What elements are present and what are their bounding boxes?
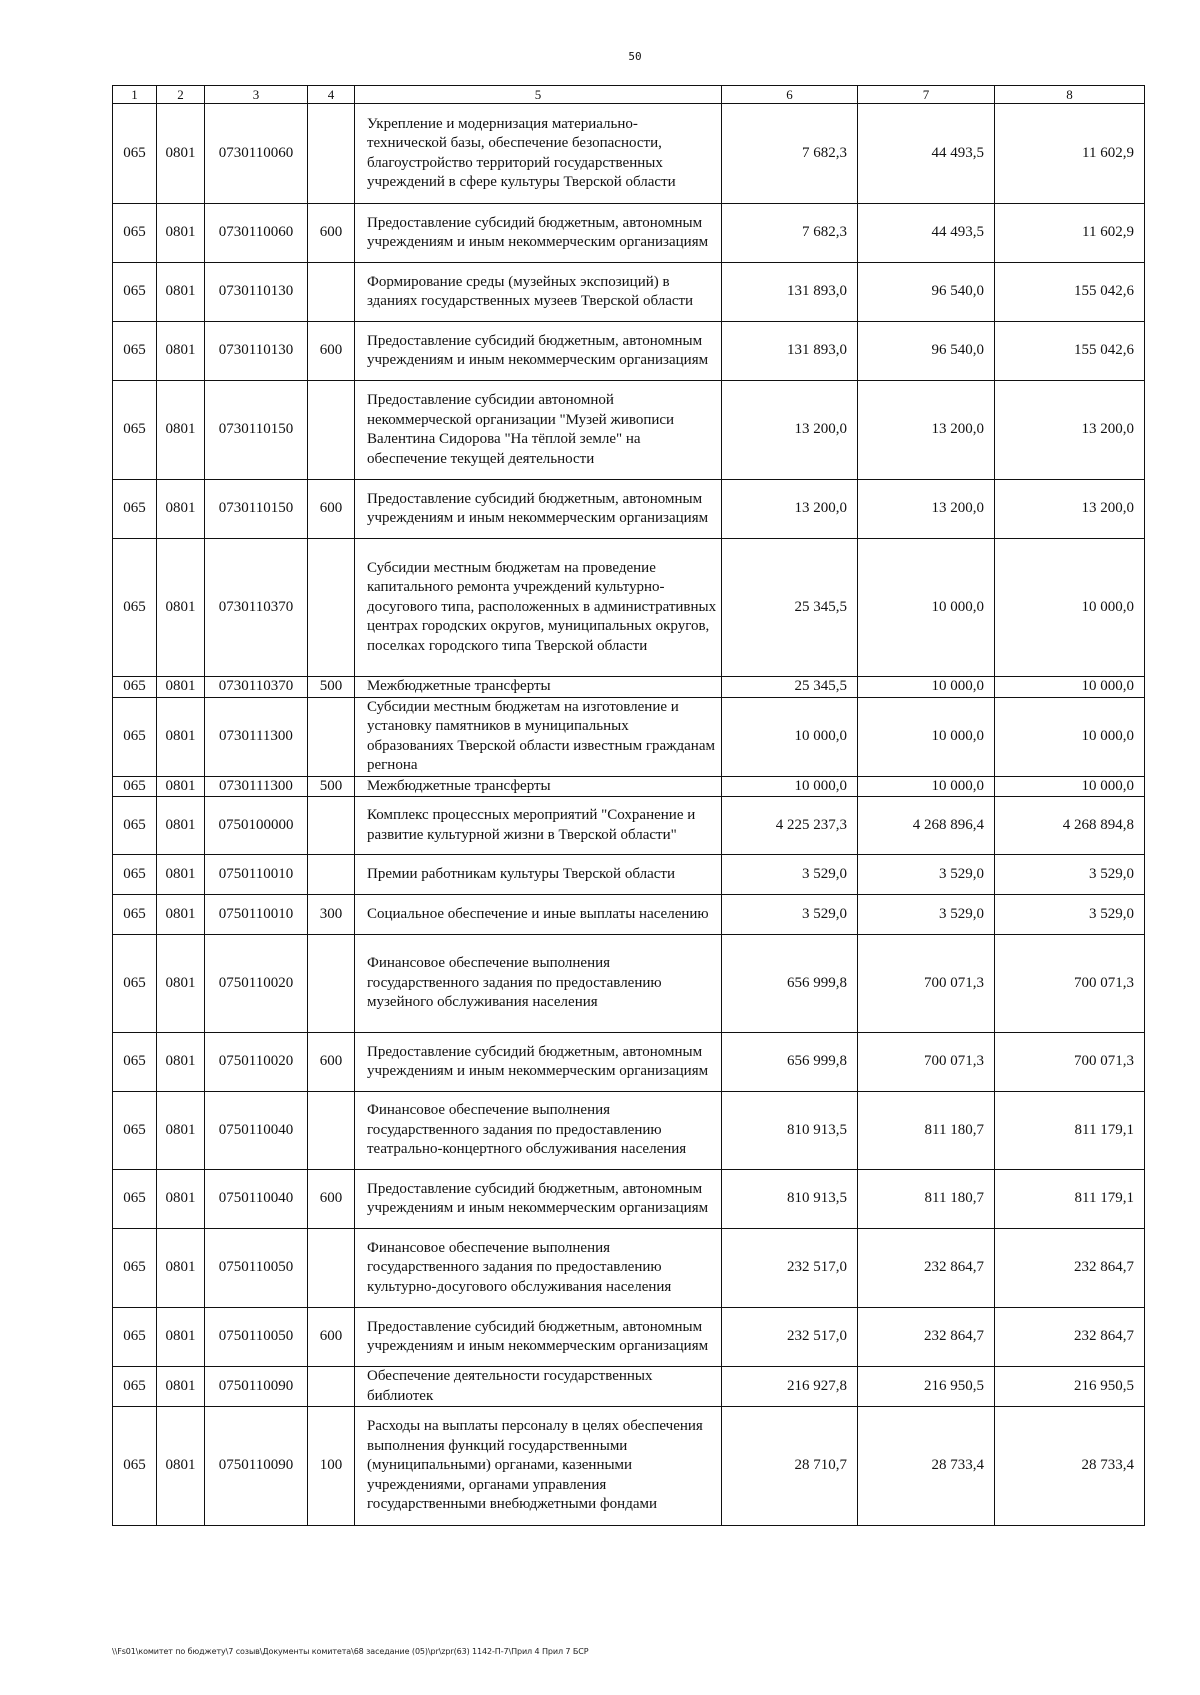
table-row (113, 895, 1145, 935)
cell-amount-col8: 3 529,0 (995, 855, 1145, 895)
cell-target-article: 0730110060 (205, 204, 308, 263)
cell-amount-col7: 811 180,7 (858, 1092, 995, 1170)
cell-description: Финансовое обеспечение выполнения государственного задания по предоставлению музейного обслуживания населения (355, 935, 722, 1033)
cell-description: Предоставление субсидий бюджетным, автономным учреждениям и иным некоммерческим организациям (355, 322, 722, 381)
cell-admin-code: 065 (113, 797, 157, 855)
cell-admin-code: 065 (113, 381, 157, 480)
cell-amount-col7: 4 268 896,4 (858, 797, 995, 855)
cell-amount-col6: 7 682,3 (722, 104, 858, 204)
cell-admin-code: 065 (113, 855, 157, 895)
cell-expense-type: 500 (308, 776, 355, 797)
cell-amount-col7: 700 071,3 (858, 935, 995, 1033)
column-header: 8 (995, 86, 1145, 104)
cell-amount-col7: 28 733,4 (858, 1407, 995, 1526)
cell-expense-type: 600 (308, 1308, 355, 1367)
cell-section: 0801 (157, 1308, 205, 1367)
cell-expense-type: 600 (308, 480, 355, 539)
cell-amount-col7: 811 180,7 (858, 1170, 995, 1229)
cell-amount-col8: 232 864,7 (995, 1308, 1145, 1367)
cell-description: Формирование среды (музейных экспозиций) в зданиях государственных музеев Тверской области (355, 263, 722, 322)
cell-expense-type: 100 (308, 1407, 355, 1526)
cell-amount-col8: 11 602,9 (995, 104, 1145, 204)
cell-amount-col6: 3 529,0 (722, 895, 858, 935)
cell-amount-col7: 3 529,0 (858, 855, 995, 895)
cell-target-article: 0730110130 (205, 322, 308, 381)
cell-amount-col8: 155 042,6 (995, 263, 1145, 322)
cell-expense-type: 600 (308, 322, 355, 381)
cell-admin-code: 065 (113, 322, 157, 381)
cell-section: 0801 (157, 1367, 205, 1407)
cell-expense-type (308, 1092, 355, 1170)
cell-amount-col6: 13 200,0 (722, 480, 858, 539)
table-row (113, 1308, 1145, 1367)
cell-amount-col8: 811 179,1 (995, 1092, 1145, 1170)
cell-target-article: 0750110020 (205, 935, 308, 1033)
cell-section: 0801 (157, 204, 205, 263)
cell-amount-col8: 811 179,1 (995, 1170, 1145, 1229)
table-row (113, 935, 1145, 1033)
cell-section: 0801 (157, 322, 205, 381)
cell-section: 0801 (157, 1229, 205, 1308)
cell-expense-type: 300 (308, 895, 355, 935)
table-row (113, 1229, 1145, 1308)
cell-amount-col6: 3 529,0 (722, 855, 858, 895)
cell-section: 0801 (157, 895, 205, 935)
cell-section: 0801 (157, 677, 205, 698)
cell-amount-col7: 216 950,5 (858, 1367, 995, 1407)
cell-target-article: 0750110040 (205, 1170, 308, 1229)
cell-target-article: 0750110010 (205, 895, 308, 935)
cell-amount-col7: 44 493,5 (858, 104, 995, 204)
cell-amount-col8: 10 000,0 (995, 539, 1145, 677)
cell-amount-col6: 216 927,8 (722, 1367, 858, 1407)
cell-amount-col6: 232 517,0 (722, 1229, 858, 1308)
cell-target-article: 0750110050 (205, 1308, 308, 1367)
cell-amount-col7: 10 000,0 (858, 776, 995, 797)
cell-amount-col8: 700 071,3 (995, 935, 1145, 1033)
cell-amount-col8: 13 200,0 (995, 480, 1145, 539)
page-number: 50 (628, 50, 642, 63)
cell-target-article: 0750110010 (205, 855, 308, 895)
cell-admin-code: 065 (113, 204, 157, 263)
cell-admin-code: 065 (113, 1170, 157, 1229)
cell-description: Предоставление субсидии автономной некоммерческой организации "Музей живописи Валентина Сидорова "На тёплой земле" на обеспечение текущей деятельности (355, 381, 722, 480)
cell-section: 0801 (157, 855, 205, 895)
cell-target-article: 0750110090 (205, 1367, 308, 1407)
table-row (113, 1407, 1145, 1526)
column-header: 1 (113, 86, 157, 104)
cell-amount-col6: 28 710,7 (722, 1407, 858, 1526)
cell-admin-code: 065 (113, 935, 157, 1033)
cell-expense-type (308, 263, 355, 322)
cell-expense-type (308, 935, 355, 1033)
cell-admin-code: 065 (113, 677, 157, 698)
cell-section: 0801 (157, 480, 205, 539)
cell-amount-col6: 7 682,3 (722, 204, 858, 263)
cell-admin-code: 065 (113, 1308, 157, 1367)
cell-amount-col8: 28 733,4 (995, 1407, 1145, 1526)
header-row (113, 86, 1145, 104)
column-header: 7 (858, 86, 995, 104)
column-header: 4 (308, 86, 355, 104)
cell-amount-col6: 131 893,0 (722, 263, 858, 322)
table-row (113, 381, 1145, 480)
cell-target-article: 0750110050 (205, 1229, 308, 1308)
cell-amount-col7: 232 864,7 (858, 1308, 995, 1367)
cell-target-article: 0750110040 (205, 1092, 308, 1170)
cell-amount-col6: 232 517,0 (722, 1308, 858, 1367)
cell-amount-col6: 4 225 237,3 (722, 797, 858, 855)
cell-description: Премии работникам культуры Тверской области (355, 855, 722, 895)
cell-admin-code: 065 (113, 1367, 157, 1407)
cell-admin-code: 065 (113, 1407, 157, 1526)
table-row (113, 1033, 1145, 1092)
cell-amount-col7: 13 200,0 (858, 381, 995, 480)
cell-amount-col6: 13 200,0 (722, 381, 858, 480)
cell-expense-type: 600 (308, 1033, 355, 1092)
cell-amount-col6: 10 000,0 (722, 776, 858, 797)
table-row (113, 855, 1145, 895)
cell-amount-col7: 232 864,7 (858, 1229, 995, 1308)
cell-description: Предоставление субсидий бюджетным, автономным учреждениям и иным некоммерческим организациям (355, 204, 722, 263)
cell-expense-type: 600 (308, 1170, 355, 1229)
cell-section: 0801 (157, 1033, 205, 1092)
cell-section: 0801 (157, 104, 205, 204)
cell-amount-col8: 3 529,0 (995, 895, 1145, 935)
cell-expense-type (308, 104, 355, 204)
table-row (113, 1170, 1145, 1229)
cell-admin-code: 065 (113, 104, 157, 204)
cell-amount-col6: 25 345,5 (722, 677, 858, 698)
cell-amount-col6: 25 345,5 (722, 539, 858, 677)
cell-target-article: 0730110150 (205, 381, 308, 480)
cell-amount-col8: 11 602,9 (995, 204, 1145, 263)
cell-section: 0801 (157, 1407, 205, 1526)
cell-expense-type (308, 381, 355, 480)
cell-amount-col8: 4 268 894,8 (995, 797, 1145, 855)
cell-expense-type (308, 855, 355, 895)
cell-amount-col7: 10 000,0 (858, 677, 995, 698)
cell-amount-col7: 96 540,0 (858, 263, 995, 322)
cell-section: 0801 (157, 935, 205, 1033)
table-row (113, 1092, 1145, 1170)
cell-amount-col8: 700 071,3 (995, 1033, 1145, 1092)
cell-target-article: 0730110150 (205, 480, 308, 539)
footer-file-path: \\Fs01\комитет по бюджету\7 созыв\Документы комитета\68 заседание (05)\pr\zpr(63) 1142-П-7\Прил 4 Прил 7 БСР (112, 1647, 589, 1656)
cell-amount-col7: 10 000,0 (858, 539, 995, 677)
cell-admin-code: 065 (113, 1229, 157, 1308)
cell-amount-col8: 10 000,0 (995, 697, 1145, 776)
table-row (113, 697, 1145, 776)
cell-amount-col6: 131 893,0 (722, 322, 858, 381)
cell-amount-col6: 10 000,0 (722, 697, 858, 776)
cell-amount-col8: 13 200,0 (995, 381, 1145, 480)
cell-amount-col6: 656 999,8 (722, 935, 858, 1033)
cell-amount-col6: 810 913,5 (722, 1170, 858, 1229)
cell-admin-code: 065 (113, 776, 157, 797)
column-header: 6 (722, 86, 858, 104)
cell-amount-col8: 216 950,5 (995, 1367, 1145, 1407)
cell-description: Социальное обеспечение и иные выплаты населению (355, 895, 722, 935)
cell-admin-code: 065 (113, 263, 157, 322)
cell-target-article: 0750110090 (205, 1407, 308, 1526)
cell-section: 0801 (157, 381, 205, 480)
cell-section: 0801 (157, 539, 205, 677)
cell-target-article: 0730110370 (205, 677, 308, 698)
cell-description: Предоставление субсидий бюджетным, автономным учреждениям и иным некоммерческим организациям (355, 1033, 722, 1092)
cell-expense-type (308, 797, 355, 855)
column-header: 3 (205, 86, 308, 104)
cell-description: Межбюджетные трансферты (355, 776, 722, 797)
cell-description: Межбюджетные трансферты (355, 677, 722, 698)
table-row (113, 797, 1145, 855)
cell-amount-col8: 155 042,6 (995, 322, 1145, 381)
table-row (113, 776, 1145, 797)
cell-description: Субсидии местным бюджетам на изготовление и установку памятников в муниципальных образованиях Тверской области известным гражданам регнона (355, 697, 722, 776)
cell-target-article: 0730111300 (205, 776, 308, 797)
table-row (113, 1367, 1145, 1407)
cell-expense-type: 600 (308, 204, 355, 263)
cell-section: 0801 (157, 1092, 205, 1170)
cell-amount-col7: 700 071,3 (858, 1033, 995, 1092)
column-header: 5 (355, 86, 722, 104)
cell-target-article: 0730111300 (205, 697, 308, 776)
cell-expense-type (308, 1367, 355, 1407)
cell-target-article: 0750110020 (205, 1033, 308, 1092)
cell-admin-code: 065 (113, 697, 157, 776)
cell-admin-code: 065 (113, 539, 157, 677)
cell-amount-col6: 656 999,8 (722, 1033, 858, 1092)
cell-section: 0801 (157, 697, 205, 776)
cell-admin-code: 065 (113, 1092, 157, 1170)
cell-section: 0801 (157, 1170, 205, 1229)
cell-admin-code: 065 (113, 1033, 157, 1092)
cell-description: Субсидии местным бюджетам на проведение капитального ремонта учреждений культурно-досугового типа, расположенных в административных центрах городских округов, муниципальных округов, поселках городского типа Тверской области (355, 539, 722, 677)
table-row (113, 322, 1145, 381)
table-row (113, 480, 1145, 539)
cell-amount-col8: 10 000,0 (995, 677, 1145, 698)
cell-amount-col7: 44 493,5 (858, 204, 995, 263)
cell-target-article: 0750100000 (205, 797, 308, 855)
cell-section: 0801 (157, 263, 205, 322)
cell-expense-type (308, 539, 355, 677)
cell-admin-code: 065 (113, 895, 157, 935)
cell-description: Предоставление субсидий бюджетным, автономным учреждениям и иным некоммерческим организациям (355, 1170, 722, 1229)
cell-amount-col8: 232 864,7 (995, 1229, 1145, 1308)
cell-description: Расходы на выплаты персоналу в целях обеспечения выполнения функций государственными (муниципальными) органами, казенными учреждениями, органами управления государственными внебюджетными фондами (355, 1407, 722, 1526)
table-row (113, 539, 1145, 677)
cell-target-article: 0730110060 (205, 104, 308, 204)
cell-admin-code: 065 (113, 480, 157, 539)
cell-description: Укрепление и модернизация материально-технической базы, обеспечение безопасности, благоустройство территорий государственных учреждений в сфере культуры Тверской области (355, 104, 722, 204)
cell-description: Обеспечение деятельности государственных библиотек (355, 1367, 722, 1407)
column-header: 2 (157, 86, 205, 104)
table-row (113, 263, 1145, 322)
cell-description: Финансовое обеспечение выполнения государственного задания по предоставлению культурно-досугового обслуживания населения (355, 1229, 722, 1308)
cell-description: Финансовое обеспечение выполнения государственного задания по предоставлению театрально-концертного обслуживания населения (355, 1092, 722, 1170)
cell-target-article: 0730110370 (205, 539, 308, 677)
cell-expense-type: 500 (308, 677, 355, 698)
cell-amount-col7: 96 540,0 (858, 322, 995, 381)
cell-amount-col6: 810 913,5 (722, 1092, 858, 1170)
budget-table (112, 85, 1145, 1526)
cell-amount-col7: 13 200,0 (858, 480, 995, 539)
cell-expense-type (308, 1229, 355, 1308)
cell-amount-col7: 10 000,0 (858, 697, 995, 776)
cell-description: Предоставление субсидий бюджетным, автономным учреждениям и иным некоммерческим организациям (355, 480, 722, 539)
cell-description: Предоставление субсидий бюджетным, автономным учреждениям и иным некоммерческим организациям (355, 1308, 722, 1367)
table-row (113, 204, 1145, 263)
cell-expense-type (308, 697, 355, 776)
cell-target-article: 0730110130 (205, 263, 308, 322)
table-row (113, 104, 1145, 204)
cell-description: Комплекс процессных мероприятий "Сохранение и развитие культурной жизни в Тверской области" (355, 797, 722, 855)
cell-amount-col8: 10 000,0 (995, 776, 1145, 797)
cell-section: 0801 (157, 776, 205, 797)
table-row (113, 677, 1145, 698)
cell-amount-col7: 3 529,0 (858, 895, 995, 935)
cell-section: 0801 (157, 797, 205, 855)
